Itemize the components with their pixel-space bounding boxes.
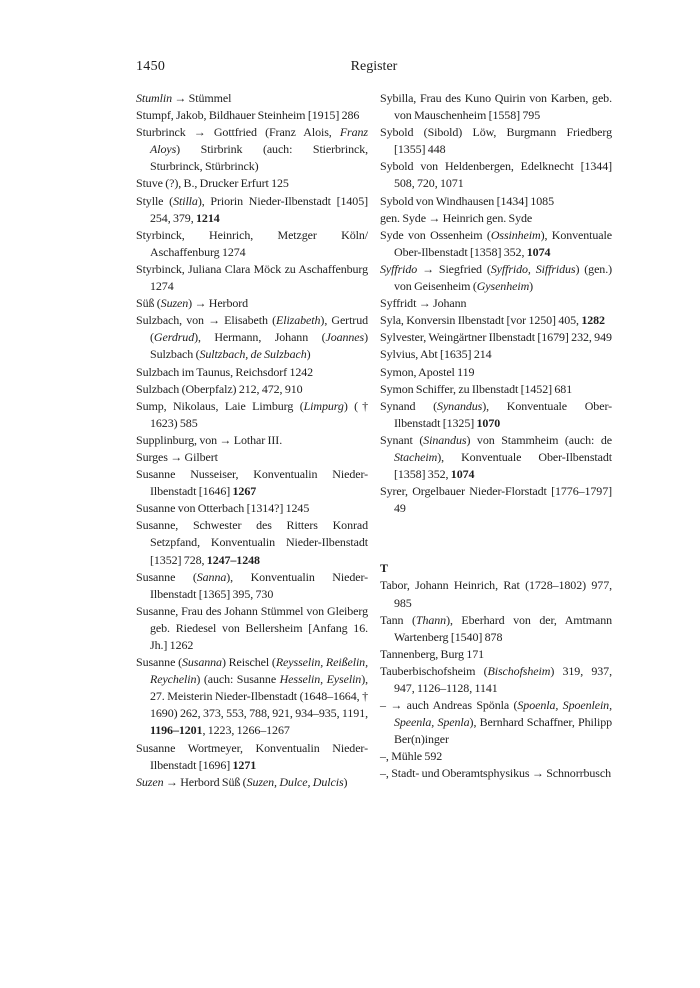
entry-text: ) von Stammheim (auch: de: [466, 432, 612, 447]
entry-text: , 1223, 1266–1267: [202, 723, 290, 738]
entry-text: ): [343, 774, 348, 789]
entry-text: Susanne, Schwester des Ritters Konrad Setzpfand, Konventualin Nieder-Ilbenstadt [1352] 728,: [136, 518, 368, 567]
entry-text-italic: Spoenla, Spoenlein, Speenla, Spenla: [394, 698, 612, 730]
index-entry: [136, 517, 368, 568]
index-column-right: [380, 90, 612, 791]
entry-text: ) → Herbord: [188, 296, 249, 311]
entry-text: ), Konventuale Ober-Ilbenstadt [1358] 352,: [394, 449, 612, 482]
index-entry: [380, 483, 612, 517]
entry-page-ref-bold: 1074: [526, 244, 551, 259]
entry-text: ), Konventualin Nieder-Ilbenstadt [1365] 395, 730: [150, 569, 368, 601]
entry-text: Tauberbischofsheim (: [380, 663, 488, 678]
index-entry: [136, 740, 368, 774]
entry-text: ) Reischel (: [221, 655, 276, 670]
index-entry: [136, 432, 368, 449]
entry-text-italic: Bischofsheim: [487, 663, 551, 678]
entry-text-italic: Syffrido, Siffridus: [490, 261, 576, 276]
entry-text: ), Konventuale Ober-Ilbenstadt [1358] 352,: [394, 227, 612, 259]
entry-page-ref-bold: 1271: [232, 757, 257, 772]
entry-text: ), Konventuale Ober-Ilbenstadt [1325]: [394, 398, 612, 430]
entry-text: Susanne (: [136, 655, 182, 670]
entry-text: ) 319, 937, 947, 1126–1128, 1141: [394, 663, 612, 695]
index-entry: [380, 646, 612, 663]
entry-text-italic: Suzen: [160, 296, 189, 311]
entry-text-italic: Franz Aloys: [150, 125, 368, 157]
index-column-left: [136, 90, 368, 791]
index-entry: [380, 329, 612, 346]
index-entry: [380, 432, 612, 483]
index-columns: [136, 90, 612, 791]
entry-text: ), Gertrud (: [150, 313, 368, 345]
entry-page-ref-bold: 1282: [581, 313, 605, 328]
index-entry: [136, 364, 368, 381]
entry-text: → Siegfried (: [417, 261, 491, 276]
entry-text: –, Mühle 592: [380, 749, 443, 764]
entry-text: Stumpf, Jakob, Bildhauer Steinheim [1915] 286: [136, 108, 360, 123]
entry-text: Styrbinck, Juliana Clara Möck zu Aschaffenburg 1274: [136, 261, 368, 294]
entry-text-italic: Stilla: [173, 193, 198, 208]
entry-text-italic: Sinandus: [423, 432, 467, 447]
entry-text: Sybold (Sibold) Löw, Burgmann Friedberg [1355] 448: [380, 125, 612, 157]
entry-text: Sylvester, Weingärtner Ilbenstadt [1679] 232, 949: [380, 330, 612, 345]
index-entry: [136, 500, 368, 517]
entry-text: Symon Schiffer, zu Ilbenstadt [1452] 681: [380, 381, 573, 396]
index-entry: [136, 90, 368, 107]
entry-text: Susanne Wortmeyer, Konventualin Nieder-Ilbenstadt [1696]: [136, 740, 368, 772]
entry-text: Stylle (: [136, 193, 174, 208]
index-entry: [136, 227, 368, 261]
entry-text-italic: Suzen: [136, 774, 164, 789]
entry-text: Synant (: [380, 432, 424, 447]
entry-page-ref-bold: 1267: [232, 484, 257, 499]
entry-text: → Herbord Süß (: [163, 774, 247, 789]
entry-text-italic: Limpurg: [303, 398, 344, 413]
entry-text-italic: Gerdrud: [153, 330, 195, 345]
index-entry: [380, 261, 612, 295]
index-entry: [136, 774, 368, 791]
entry-text: Sulzbach im Taunus, Reichsdorf 1242: [136, 364, 314, 379]
index-entry: [380, 193, 612, 210]
entry-text-italic: Suzen, Dulce, Dulcis: [246, 774, 344, 789]
index-entry: [380, 158, 612, 192]
entry-text: Sump, Nikolaus, Laie Limburg (: [136, 398, 304, 413]
entry-text-italic: Sanna: [196, 569, 227, 584]
index-entry: [380, 227, 612, 261]
index-entry: [380, 612, 612, 646]
section-heading: [380, 560, 612, 577]
entry-text-italic: Ossinheim: [490, 227, 541, 242]
index-entry: [136, 449, 368, 466]
entry-text: Symon, Apostel 119: [380, 364, 475, 379]
entry-text-italic: Reysselin, Reißelin, Reychelin: [150, 655, 368, 687]
index-entry: [136, 193, 368, 227]
entry-text: Sulzbach, von → Elisabeth (: [136, 313, 276, 328]
entry-text: ) (auch: Susanne: [196, 672, 280, 687]
entry-text: ) († 1623) 585: [150, 398, 368, 430]
entry-text: ) Stirbrink (auch: Stierbrinck, Sturbrinck, Stürbrinck): [150, 142, 368, 174]
entry-text: ): [529, 279, 534, 294]
entry-text-italic: Stacheim: [394, 449, 438, 464]
entry-text: Tann (: [380, 612, 416, 627]
entry-text: ) Sulzbach (: [150, 330, 368, 362]
entry-text: Syla, Konversin Ilbenstadt [vor 1250] 405,: [380, 313, 582, 328]
entry-text: ), Bernhard Schaffner, Philipp Ber(n)inger: [394, 715, 612, 747]
entry-page-ref-bold: 1070: [476, 415, 501, 430]
index-entry: [136, 569, 368, 603]
entry-text-italic: Sultzbach, de Sulzbach: [199, 347, 307, 362]
entry-text-italic: Susanna: [181, 655, 222, 670]
entry-page-ref-bold: T: [380, 561, 388, 576]
index-entry: [380, 124, 612, 158]
entry-text-italic: Synandus: [437, 398, 483, 413]
page-number: 1450: [136, 59, 166, 74]
entry-text-italic: Joannes: [325, 330, 365, 345]
entry-text: ), 27. Meisterin Nieder-Ilbenstadt (1648–1664, † 1690) 262, 373, 553, 788, 921, 934–935, 1191,: [150, 672, 368, 721]
index-entry: [380, 577, 612, 611]
entry-text: Süß (: [136, 296, 161, 311]
entry-text: – → auch Andreas Spönla (: [380, 698, 518, 713]
entry-text: Sybold von Heldenbergen, Edelknecht [1344] 508, 720, 1071: [380, 159, 612, 191]
index-entry: [380, 697, 612, 748]
index-entry: [380, 295, 612, 312]
index-entry: [380, 748, 612, 765]
entry-text: Synand (: [380, 398, 438, 413]
entry-text-italic: Elizabeth: [275, 313, 321, 328]
entry-text: Syde von Ossenheim (: [380, 227, 491, 242]
entry-page-ref-bold: 1196–1201: [150, 723, 203, 738]
entry-text-italic: Hesselin, Eyselin: [279, 672, 362, 687]
index-entry: [136, 295, 368, 312]
entry-text: Tannenberg, Burg 171: [380, 646, 485, 661]
entry-text: Supplinburg, von → Lothar III.: [136, 432, 283, 447]
entry-text: Susanne (: [136, 569, 197, 584]
entry-text: Sybilla, Frau des Kuno Quirin von Karben, geb. von Mauschenheim [1558] 795: [380, 91, 612, 123]
index-entry: [380, 346, 612, 363]
entry-text-italic: Gysenheim: [476, 279, 530, 294]
entry-text: ) (gen.) von Geisenheim (: [394, 261, 612, 294]
index-entry: [136, 312, 368, 363]
entry-text: Sylvius, Abt [1635] 214: [380, 347, 492, 362]
entry-text: Sybold von Windhausen [1434] 1085: [380, 193, 554, 208]
entry-text-italic: Stumlin: [136, 91, 172, 105]
entry-text: gen. Syde → Heinrich gen. Syde: [380, 210, 533, 225]
entry-text: Styrbinck, Heinrich, Metzger Köln/​Aschaffenburg 1274: [136, 227, 368, 259]
index-entry: [380, 90, 612, 124]
entry-page-ref-bold: 1214: [196, 210, 220, 225]
index-entry: [136, 124, 368, 175]
entry-text: Sturbrinck → Gottfried (Franz Alois,: [136, 125, 340, 140]
entry-text: Susanne, Frau des Johann Stümmel von Gleiberg geb. Riedesel von Bellersheim [Anfang 16. Jh.] 1262: [136, 603, 368, 652]
index-entry: [136, 261, 368, 295]
index-entry: [136, 381, 368, 398]
entry-text: Stuve (?), B., Drucker Erfurt 125: [136, 176, 289, 191]
index-entry: [136, 175, 368, 192]
index-entry: [136, 466, 368, 500]
index-entry: [136, 107, 368, 124]
page-header: [136, 58, 612, 75]
entry-text: ), Hermann, Johann (: [194, 330, 326, 345]
entry-text: Surges → Gilbert: [136, 449, 218, 464]
entry-text: Syffridt → Johann: [380, 296, 467, 311]
running-title: Register: [350, 59, 398, 74]
index-entry: [380, 210, 612, 227]
entry-text: Susanne von Otterbach [1314?] 1245: [136, 501, 310, 516]
entry-text: –, Stadt- und Oberamtsphysikus → Schnorrbusch: [380, 766, 611, 781]
entry-page-ref-bold: 1247–1248: [206, 552, 260, 567]
entry-text: ), Priorin Nieder-Ilbenstadt [1405] 254, 379,: [150, 193, 368, 225]
entry-text: Sulzbach (Oberpfalz) 212, 472, 910: [136, 381, 303, 396]
index-entry: [136, 654, 368, 739]
index-entry: [380, 398, 612, 432]
entry-text: Tabor, Johann Heinrich, Rat (1728–1802) 977, 985: [380, 578, 612, 610]
index-entry: [380, 364, 612, 381]
page-content: [136, 58, 612, 791]
entry-text-italic: Thann: [415, 612, 447, 627]
index-entry: [380, 381, 612, 398]
entry-text: Susanne Nusseiser, Konventualin Nieder-Ilbenstadt [1646]: [136, 467, 368, 499]
entry-text: → Stümmel: [171, 91, 232, 105]
entry-page-ref-bold: 1074: [450, 467, 475, 482]
entry-text: Syrer, Orgelbauer Nieder-Florstadt [1776–1797] 49: [380, 484, 612, 516]
entry-text: ): [306, 347, 311, 362]
index-entry: [136, 398, 368, 432]
entry-text: ), Eberhard von der, Amtmann Wartenberg [1540] 878: [394, 612, 612, 644]
index-entry: [380, 765, 612, 782]
entry-text-italic: Syffrido: [380, 261, 418, 276]
index-entry: [136, 603, 368, 654]
index-entry: [380, 663, 612, 697]
index-entry: [380, 312, 612, 329]
